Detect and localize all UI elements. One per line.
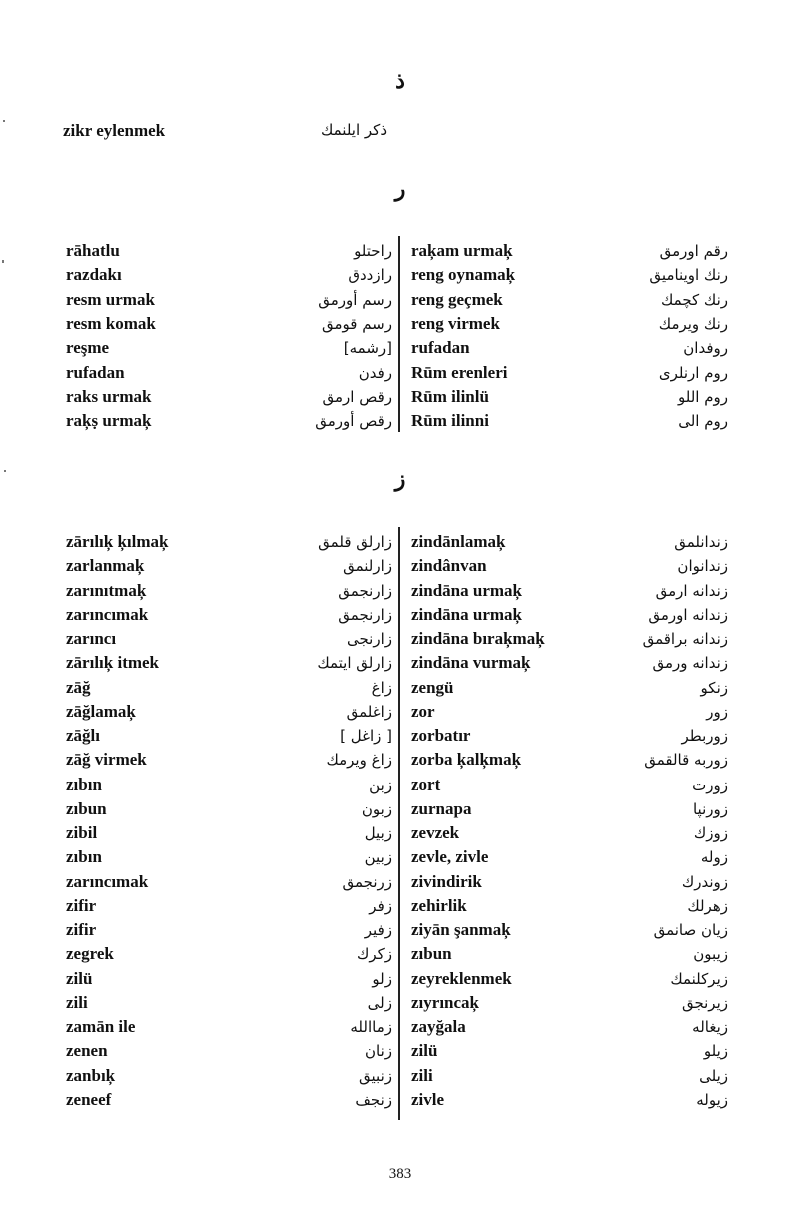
entry-latin: zevle, zivle [411,847,489,867]
entry-latin: zarıncımak [66,604,149,624]
entry-latin: zor [411,701,435,721]
entry-latin: zurnapa [411,798,472,818]
entry-latin: zindānlamaķ [411,532,506,551]
scan-speck [2,260,4,263]
entry-latin: zikr eylenmek [63,121,166,140]
entry-arabic: زنبيق [359,1066,392,1085]
entry-arabic: رقص ارمق [322,387,392,406]
entry-latin: zeyreklenmek [411,968,512,988]
entry-arabic: زارلق قلمق [318,533,392,551]
entry-arabic: رفدن [358,363,392,382]
entry-latin: rāhatlu [66,241,120,260]
entry-latin: reng virmek [411,313,500,333]
entry-arabic: زنجف [355,1090,392,1109]
entry-latin: zifir [66,920,97,939]
entry-latin: zarıncımak [66,871,149,891]
entry-latin: zanbıķ [66,1065,116,1085]
entry-arabic: زوندرك [681,872,728,891]
entry-arabic: رسم قومق [321,314,392,333]
entry-latin: zāğlamaķ [66,701,136,721]
entry-arabic: زورنپا [692,799,728,818]
entry-latin: zili [66,992,88,1012]
entry-arabic: زلى [367,993,392,1012]
entry-arabic: زبن [369,775,392,794]
entry-arabic: زيبون [693,945,728,964]
entry-latin: raķam urmaķ [411,241,513,260]
entry-arabic: زيرنجق [681,993,728,1012]
entry-latin: zevzek [411,823,460,842]
entry-latin: razdakı [66,265,122,285]
entry-latin: ziyān şanmaķ [411,920,511,939]
entry-latin: zıbın [66,847,102,867]
entry-arabic: زكرك [356,945,392,964]
entry-latin: zivindirik [411,871,482,891]
page-number: 383 [388,1166,412,1182]
entry-arabic: زهرلك [687,896,728,915]
entry-latin: zıbın [66,774,102,794]
entry-arabic: رسم أورمق [318,290,392,309]
entry-latin: zili [411,1065,433,1085]
entry-arabic: روم اللو [678,387,728,406]
entry-arabic: زيان صانمق [653,921,728,939]
entry-arabic: رقم اورمق [659,242,728,260]
entry-latin: zilü [411,1041,438,1061]
entry-arabic: رقص أورمق [315,412,392,431]
entry-arabic: زوله [700,848,728,867]
entry-latin: zifir [66,895,97,915]
entry-arabic: رنك اويناميق [649,266,728,285]
entry-arabic: زارنجمق [338,581,392,600]
column-divider [398,527,400,1120]
entry-latin: zehirlik [411,895,467,915]
entry-arabic: زندانه ورمق [652,654,728,673]
entry-arabic: زنكو [700,678,728,697]
entry-latin: zilü [66,968,93,988]
entry-latin: zenen [66,1041,108,1061]
scan-speck [3,120,5,122]
entry-latin: zamān ile [66,1017,136,1036]
entry-arabic: زوزك [693,824,728,842]
section-letter-ze: ز [394,466,406,492]
entry-latin: zeneef [66,1089,112,1109]
entry-latin: zıbun [66,798,107,818]
entry-latin: resm komak [66,313,156,333]
entry-arabic: رنك كچمك [661,290,728,309]
entry-latin: zindāna urmaķ [411,604,522,624]
entry-latin: reşme [66,338,110,358]
entry-arabic: زبون [361,799,392,818]
entry-latin: zāğ [66,677,91,697]
entry-latin: reng oynamaķ [411,265,516,285]
entry-arabic: زيركلنمك [670,969,728,988]
entry-arabic: زندانه اورمق [648,605,728,624]
entry-arabic: زور [706,702,728,721]
entry-latin: zıyrıncaķ [411,992,479,1012]
entry-arabic: راحتلو [354,242,392,260]
entry-arabic: زارلنمق [343,557,392,576]
entry-arabic: زوربه قالقمق [644,751,728,770]
entry-arabic: روفدان [683,339,728,358]
entry-arabic: روم الى [678,412,728,431]
entry-arabic: زفر [369,896,392,915]
entry-arabic: زارلق ايتمك [317,654,392,673]
entry-arabic: روم ارنلرى [658,363,728,382]
entry-latin: zarlanmaķ [66,556,145,576]
entry-latin: zāğ virmek [66,750,147,770]
entry-arabic: زندانه ارمق [655,581,728,600]
entry-latin: zindânvan [411,556,487,576]
entry-latin: rufadan [66,362,125,382]
entry-latin: resm urmak [66,289,155,309]
entry-arabic: زندانه براقمق [642,630,728,648]
entry-latin: zort [411,774,441,794]
entry-latin: zāğlı [66,726,100,745]
entry-arabic: زبيل [364,824,392,842]
entry-latin: zārılıķ itmek [66,653,160,673]
entry-arabic: ذكر ايلنمك [320,121,387,139]
entry-arabic: رازددق [348,266,392,285]
entry-arabic: زماالله [350,1018,392,1036]
entry-latin: zıbun [411,944,452,964]
entry-arabic: زارنجمق [338,605,392,624]
entry-latin: zindāna bıraķmaķ [411,629,545,648]
entry-latin: raķṣ urmaķ [66,411,152,431]
entry-arabic: زبين [364,848,392,867]
entry-latin: zengü [411,677,454,697]
entry-latin: zibil [66,823,98,842]
section-letter-zel: ذ [395,68,405,94]
entry-arabic: زندانوان [677,557,728,576]
entry-arabic: زيغاله [692,1018,728,1036]
entry-arabic: زيلو [703,1042,728,1061]
entry-latin: rufadan [411,338,470,358]
entry-arabic: زاغلمق [346,702,392,721]
entry-arabic: رنك ويرمك [658,314,728,333]
entry-latin: zindāna urmaķ [411,580,522,600]
entry-arabic: زاغ ويرمك [326,751,392,770]
entry-arabic: زورت [692,775,728,794]
scan-speck [4,470,6,472]
entry-arabic: زندانلمق [674,533,728,551]
entry-arabic: زيوله [696,1090,728,1109]
entry-arabic: [رشمه] [343,339,392,358]
entry-arabic: زرنجمق [342,872,392,891]
entry-latin: zindāna vurmaķ [411,653,531,673]
entry-arabic: زاغ [371,678,392,697]
entry-arabic: زيلى [699,1066,728,1085]
entry-arabic: زوربطر [681,727,728,745]
entry-latin: zarıncı [66,629,117,648]
entry-latin: zorbatır [411,726,471,745]
entry-arabic: زنان [364,1042,392,1061]
section-letter-re: ر [394,176,406,202]
entry-latin: zayğala [411,1017,466,1036]
entry-arabic: [ زاغل ] [340,727,392,745]
entry-arabic: زلو [372,969,392,988]
entry-latin: Rūm ilinni [411,411,489,431]
entry-latin: Rūm ilinlü [411,386,489,406]
entry-latin: Rūm erenleri [411,362,508,382]
entry-arabic: زفير [364,921,392,939]
entry-latin: zivle [411,1089,445,1109]
entry-latin: zarınıtmaķ [66,580,147,600]
entry-latin: zorba ķalķmaķ [411,750,522,770]
entry-latin: zegrek [66,944,114,964]
entry-latin: raks urmak [66,386,152,406]
column-divider [398,236,400,432]
entry-arabic: زارنجى [346,630,392,648]
entry-latin: zārılıķ ķılmaķ [66,532,169,551]
entry-latin: reng geçmek [411,289,503,309]
